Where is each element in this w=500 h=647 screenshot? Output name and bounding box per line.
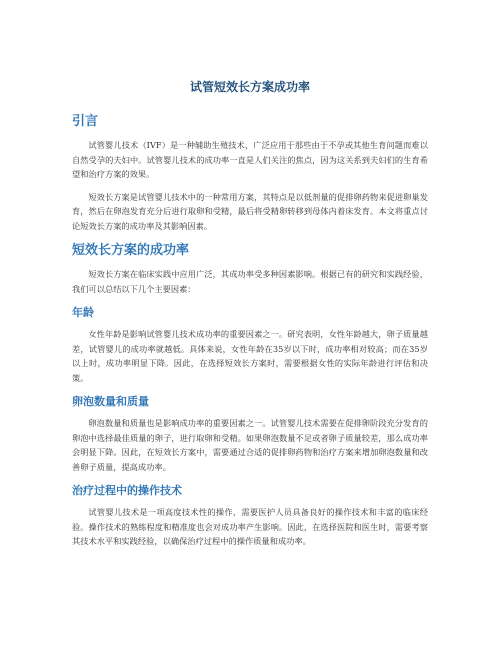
subsection-follicles bbox=[72, 393, 428, 474]
follicles-paragraph: 卵泡数量和质量也是影响成功率的重要因素之一。试管婴儿技术需要在促排卵阶段充分发育的卵泡中选择最佳质量的卵子，进行取卵和受精。如果卵泡数量不足或者卵子质量较差，那么成功率会明显下降。因此，在短效长方案中，需要通过合适的促排卵药物和治疗方案来增加卵泡数量和改善卵子质量，提高成功率。 bbox=[72, 418, 428, 472]
intro-paragraph-2: 短效长方案是试管婴儿技术中的一种常用方案，其特点是以低剂量的促排卵药物来促进卵巢发育，然后在卵泡发育充分后进行取卵和受精，最后将受精卵转移到母体内着床发育。本文将重点讨论短效长方案的成功率及其影响因素。 bbox=[72, 191, 428, 231]
age-paragraph: 女性年龄是影响试管婴儿技术成功率的重要因素之一。研究表明，女性年龄越大，卵子质量越差，试管婴儿的成功率就越低。具体来说，女性年龄在35岁以下时，成功率相对较高；而在35岁以上时，成功率明显下降。因此，在选择短效长方案时，需要根据女性的实际年龄进行评估和决策。 bbox=[72, 329, 428, 383]
success-rate-paragraph-1: 短效长方案在临床实践中应用广泛，其成功率受多种因素影响。根据已有的研究和实践经验，我们可以总结以下几个主要因素： bbox=[72, 269, 428, 294]
subsection-age bbox=[72, 304, 428, 385]
section-heading-success-rate: 短效长方案的成功率 bbox=[72, 243, 190, 258]
section-introduction bbox=[72, 112, 428, 233]
subsection-heading-age: 年龄 bbox=[72, 306, 94, 319]
subsection-heading-follicles: 卵泡数量和质量 bbox=[72, 395, 149, 408]
subsection-heading-technique: 治疗过程中的操作技术 bbox=[72, 484, 182, 497]
intro-paragraph-1: 试管婴儿技术（IVF）是一种辅助生殖技术，广泛应用于那些由于不孕或其他生育问题而难以自然受孕的夫妇中。试管婴儿技术的成功率一直是人们关注的焦点，因为这关系到夫妇们的生育希望和治疗方案的效果。 bbox=[72, 140, 428, 179]
document-title: 试管短效长方案成功率 bbox=[189, 80, 310, 94]
section-heading-introduction: 引言 bbox=[72, 114, 99, 129]
technique-paragraph: 试管婴儿技术是一项高度技术性的操作，需要医护人员具备良好的操作技术和丰富的临床经验。操作技术的熟练程度和精准度也会对成功率产生影响。因此，在选择医院和医生时，需要考察其技术水平和实践经验，以确保治疗过程中的操作质量和成功率。 bbox=[72, 507, 428, 546]
subsection-technique bbox=[72, 482, 428, 549]
section-success-rate bbox=[72, 241, 428, 549]
